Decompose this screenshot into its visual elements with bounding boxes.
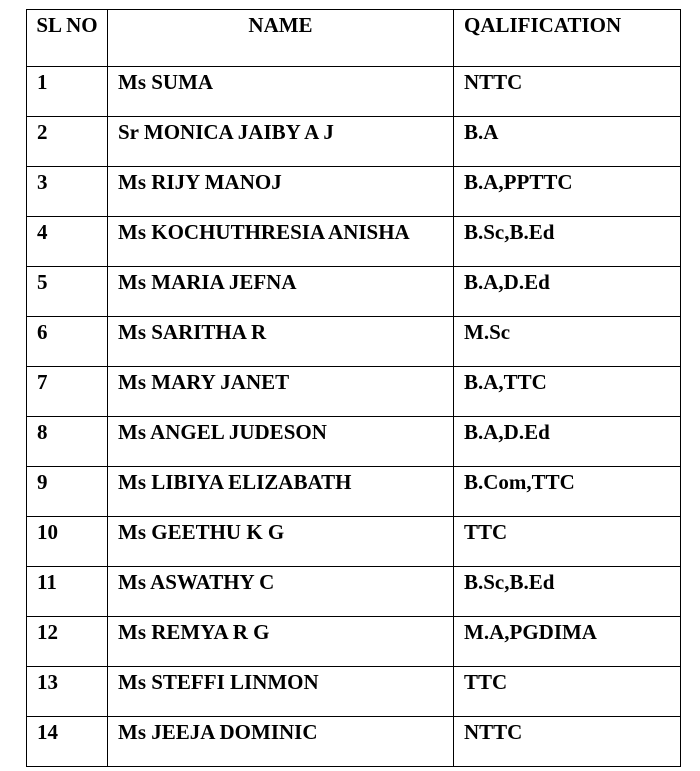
cell-name: Ms LIBIYA ELIZABATH	[108, 467, 454, 517]
cell-name: Ms SUMA	[108, 67, 454, 117]
cell-qualification: B.Com,TTC	[454, 467, 681, 517]
header-sl-no: SL NO	[27, 10, 108, 67]
cell-name: Sr MONICA JAIBY A J	[108, 117, 454, 167]
cell-qualification: NTTC	[454, 67, 681, 117]
cell-sl-no: 14	[27, 717, 108, 767]
cell-sl-no: 12	[27, 617, 108, 667]
table-body	[27, 67, 681, 767]
table-row	[27, 717, 681, 767]
cell-qualification: NTTC	[454, 717, 681, 767]
table-row	[27, 217, 681, 267]
cell-qualification: M.A,PGDIMA	[454, 617, 681, 667]
cell-sl-no: 8	[27, 417, 108, 467]
cell-sl-no: 7	[27, 367, 108, 417]
cell-qualification: B.A,PPTTC	[454, 167, 681, 217]
header-row	[27, 10, 681, 67]
cell-name: Ms JEEJA DOMINIC	[108, 717, 454, 767]
cell-name: Ms RIJY MANOJ	[108, 167, 454, 217]
staff-table	[26, 9, 681, 767]
cell-name: Ms ANGEL JUDESON	[108, 417, 454, 467]
table-row	[27, 467, 681, 517]
cell-name: Ms GEETHU K G	[108, 517, 454, 567]
table-row	[27, 617, 681, 667]
cell-sl-no: 5	[27, 267, 108, 317]
cell-name: Ms STEFFI LINMON	[108, 667, 454, 717]
cell-qualification: B.A,D.Ed	[454, 267, 681, 317]
cell-qualification: B.A,TTC	[454, 367, 681, 417]
cell-sl-no: 6	[27, 317, 108, 367]
table-row	[27, 167, 681, 217]
cell-name: Ms KOCHUTHRESIA ANISHA	[108, 217, 454, 267]
cell-name: Ms MARY JANET	[108, 367, 454, 417]
table-row	[27, 317, 681, 367]
table-row	[27, 267, 681, 317]
cell-sl-no: 13	[27, 667, 108, 717]
table-row	[27, 417, 681, 467]
cell-qualification: B.A,D.Ed	[454, 417, 681, 467]
table-row	[27, 517, 681, 567]
table-row	[27, 67, 681, 117]
table-row	[27, 367, 681, 417]
table-row	[27, 567, 681, 617]
cell-name: Ms MARIA JEFNA	[108, 267, 454, 317]
cell-qualification: TTC	[454, 517, 681, 567]
cell-qualification: B.Sc,B.Ed	[454, 217, 681, 267]
cell-name: Ms SARITHA R	[108, 317, 454, 367]
cell-sl-no: 3	[27, 167, 108, 217]
cell-qualification: B.Sc,B.Ed	[454, 567, 681, 617]
cell-sl-no: 2	[27, 117, 108, 167]
cell-sl-no: 1	[27, 67, 108, 117]
header-name: NAME	[108, 10, 454, 67]
header-qualification: QALIFICATION	[454, 10, 681, 67]
table-row	[27, 117, 681, 167]
cell-qualification: TTC	[454, 667, 681, 717]
cell-qualification: M.Sc	[454, 317, 681, 367]
cell-name: Ms REMYA R G	[108, 617, 454, 667]
cell-sl-no: 10	[27, 517, 108, 567]
cell-sl-no: 9	[27, 467, 108, 517]
cell-name: Ms ASWATHY C	[108, 567, 454, 617]
cell-sl-no: 11	[27, 567, 108, 617]
table-row	[27, 667, 681, 717]
cell-qualification: B.A	[454, 117, 681, 167]
cell-sl-no: 4	[27, 217, 108, 267]
